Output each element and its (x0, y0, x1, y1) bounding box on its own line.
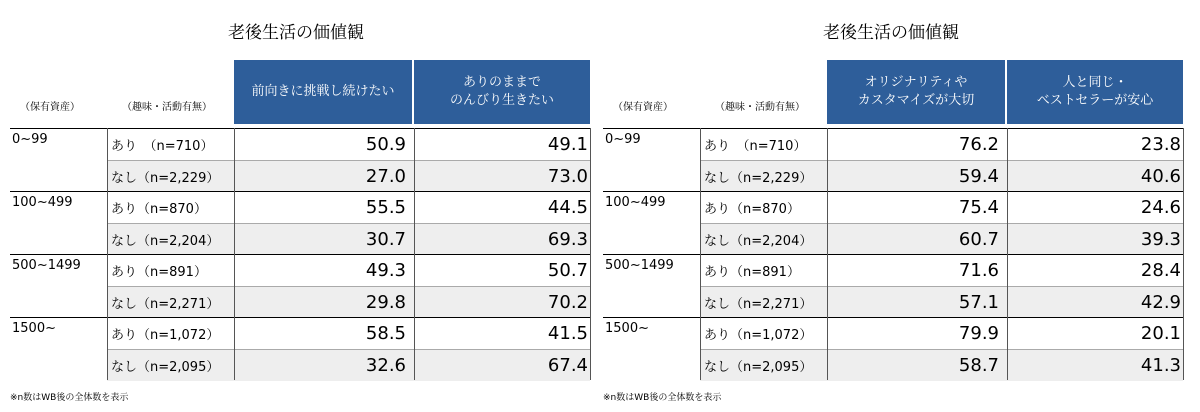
value-cell-2: 23.8 (1140, 134, 1181, 155)
table-row (107, 160, 590, 192)
asset-group (603, 128, 1183, 191)
asset-range-label: 500~1499 (605, 258, 674, 273)
value-cell-1: 75.4 (958, 197, 999, 218)
column-divider (590, 128, 591, 380)
activity-sample-label: なし（n=2,271） (704, 297, 813, 312)
value-cell-1: 32.6 (365, 355, 406, 376)
activity-sample-label: なし（n=2,229） (111, 171, 220, 186)
activity-column-header: （趣味・活動有無） (122, 102, 212, 113)
column-divider (107, 128, 108, 380)
column-divider (1183, 128, 1184, 380)
asset-group (10, 191, 590, 254)
value-column-header-2: ありのままで のんびり生きたい (414, 60, 590, 124)
asset-group (603, 191, 1183, 254)
value-cell-2: 24.6 (1140, 197, 1181, 218)
table-row (107, 129, 590, 160)
table-row (107, 349, 590, 381)
left-table-panel (10, 0, 600, 412)
table-row (700, 192, 1183, 223)
table-row (700, 318, 1183, 349)
value-cell-1: 60.7 (958, 229, 999, 250)
data-table (603, 128, 1183, 380)
value-column-header-2: 人と同じ・ ベストセラーが安心 (1007, 60, 1183, 124)
footnote: ※n数はWB後の全体数を表示 (10, 393, 129, 403)
value-cell-2: 69.3 (547, 229, 588, 250)
value-cell-1: 50.9 (365, 134, 406, 155)
table-row (700, 223, 1183, 255)
value-cell-1: 55.5 (365, 197, 406, 218)
activity-sample-label: なし（n=2,204） (111, 234, 220, 249)
activity-sample-label: なし（n=2,271） (111, 297, 220, 312)
activity-sample-label: なし（n=2,095） (111, 360, 220, 375)
asset-group (10, 254, 590, 317)
value-cell-1: 30.7 (365, 229, 406, 250)
activity-sample-label: なし（n=2,229） (704, 171, 813, 186)
activity-sample-label: あり（n=1,072） (111, 328, 220, 343)
value-cell-1: 29.8 (365, 292, 406, 313)
footnote: ※n数はWB後の全体数を表示 (603, 393, 722, 403)
value-cell-1: 71.6 (958, 260, 999, 281)
value-cell-1: 57.1 (958, 292, 999, 313)
column-divider (414, 128, 415, 380)
activity-sample-label: あり（n=891） (111, 265, 207, 280)
value-cell-2: 70.2 (547, 292, 588, 313)
table-row (107, 255, 590, 286)
value-cell-2: 50.7 (547, 260, 588, 281)
asset-group (10, 317, 590, 380)
activity-sample-label: あり（n=1,072） (704, 328, 813, 343)
value-cell-2: 40.6 (1140, 166, 1181, 187)
table-row (107, 192, 590, 223)
activity-column-header: （趣味・活動有無） (715, 102, 805, 113)
table-row (700, 286, 1183, 318)
activity-sample-label: あり （n=710） (704, 139, 807, 154)
value-cell-1: 27.0 (365, 166, 406, 187)
value-cell-1: 49.3 (365, 260, 406, 281)
data-table (10, 128, 590, 380)
activity-sample-label: あり （n=710） (111, 139, 214, 154)
asset-range-label: 100~499 (12, 195, 73, 210)
value-cell-2: 49.1 (547, 134, 588, 155)
value-cell-2: 41.3 (1140, 355, 1181, 376)
asset-range-label: 100~499 (605, 195, 666, 210)
value-cell-2: 20.1 (1140, 323, 1181, 344)
value-cell-1: 58.5 (365, 323, 406, 344)
value-cell-2: 44.5 (547, 197, 588, 218)
asset-column-header: （保有資産） (20, 102, 80, 113)
column-divider (234, 128, 235, 380)
activity-sample-label: あり（n=870） (704, 202, 800, 217)
asset-group (603, 254, 1183, 317)
activity-sample-label: なし（n=2,095） (704, 360, 813, 375)
value-cell-1: 58.7 (958, 355, 999, 376)
activity-sample-label: あり（n=891） (704, 265, 800, 280)
value-cell-2: 73.0 (547, 166, 588, 187)
column-divider (827, 128, 828, 380)
value-cell-2: 67.4 (547, 355, 588, 376)
value-cell-2: 39.3 (1140, 229, 1181, 250)
value-cell-1: 59.4 (958, 166, 999, 187)
right-table-panel (603, 0, 1193, 412)
column-divider (1007, 128, 1008, 380)
asset-range-label: 1500~ (12, 321, 56, 336)
table-row (107, 223, 590, 255)
asset-group (10, 128, 590, 191)
activity-sample-label: あり（n=870） (111, 202, 207, 217)
asset-range-label: 0~99 (12, 132, 48, 147)
value-column-header-1: オリジナリティや カスタマイズが大切 (827, 60, 1005, 124)
table-row (107, 318, 590, 349)
asset-range-label: 1500~ (605, 321, 649, 336)
column-divider (700, 128, 701, 380)
panel-title: 老後生活の価値観 (823, 23, 959, 43)
value-cell-1: 76.2 (958, 134, 999, 155)
value-column-header-1: 前向きに挑戦し続けたい (234, 60, 412, 124)
asset-range-label: 500~1499 (12, 258, 81, 273)
table-row (700, 349, 1183, 381)
table-row (700, 255, 1183, 286)
value-cell-1: 79.9 (958, 323, 999, 344)
value-cell-2: 41.5 (547, 323, 588, 344)
asset-range-label: 0~99 (605, 132, 641, 147)
activity-sample-label: なし（n=2,204） (704, 234, 813, 249)
asset-column-header: （保有資産） (613, 102, 673, 113)
asset-group (603, 317, 1183, 380)
value-cell-2: 42.9 (1140, 292, 1181, 313)
value-cell-2: 28.4 (1140, 260, 1181, 281)
table-row (700, 129, 1183, 160)
panel-title: 老後生活の価値観 (228, 23, 364, 43)
table-row (700, 160, 1183, 192)
table-row (107, 286, 590, 318)
